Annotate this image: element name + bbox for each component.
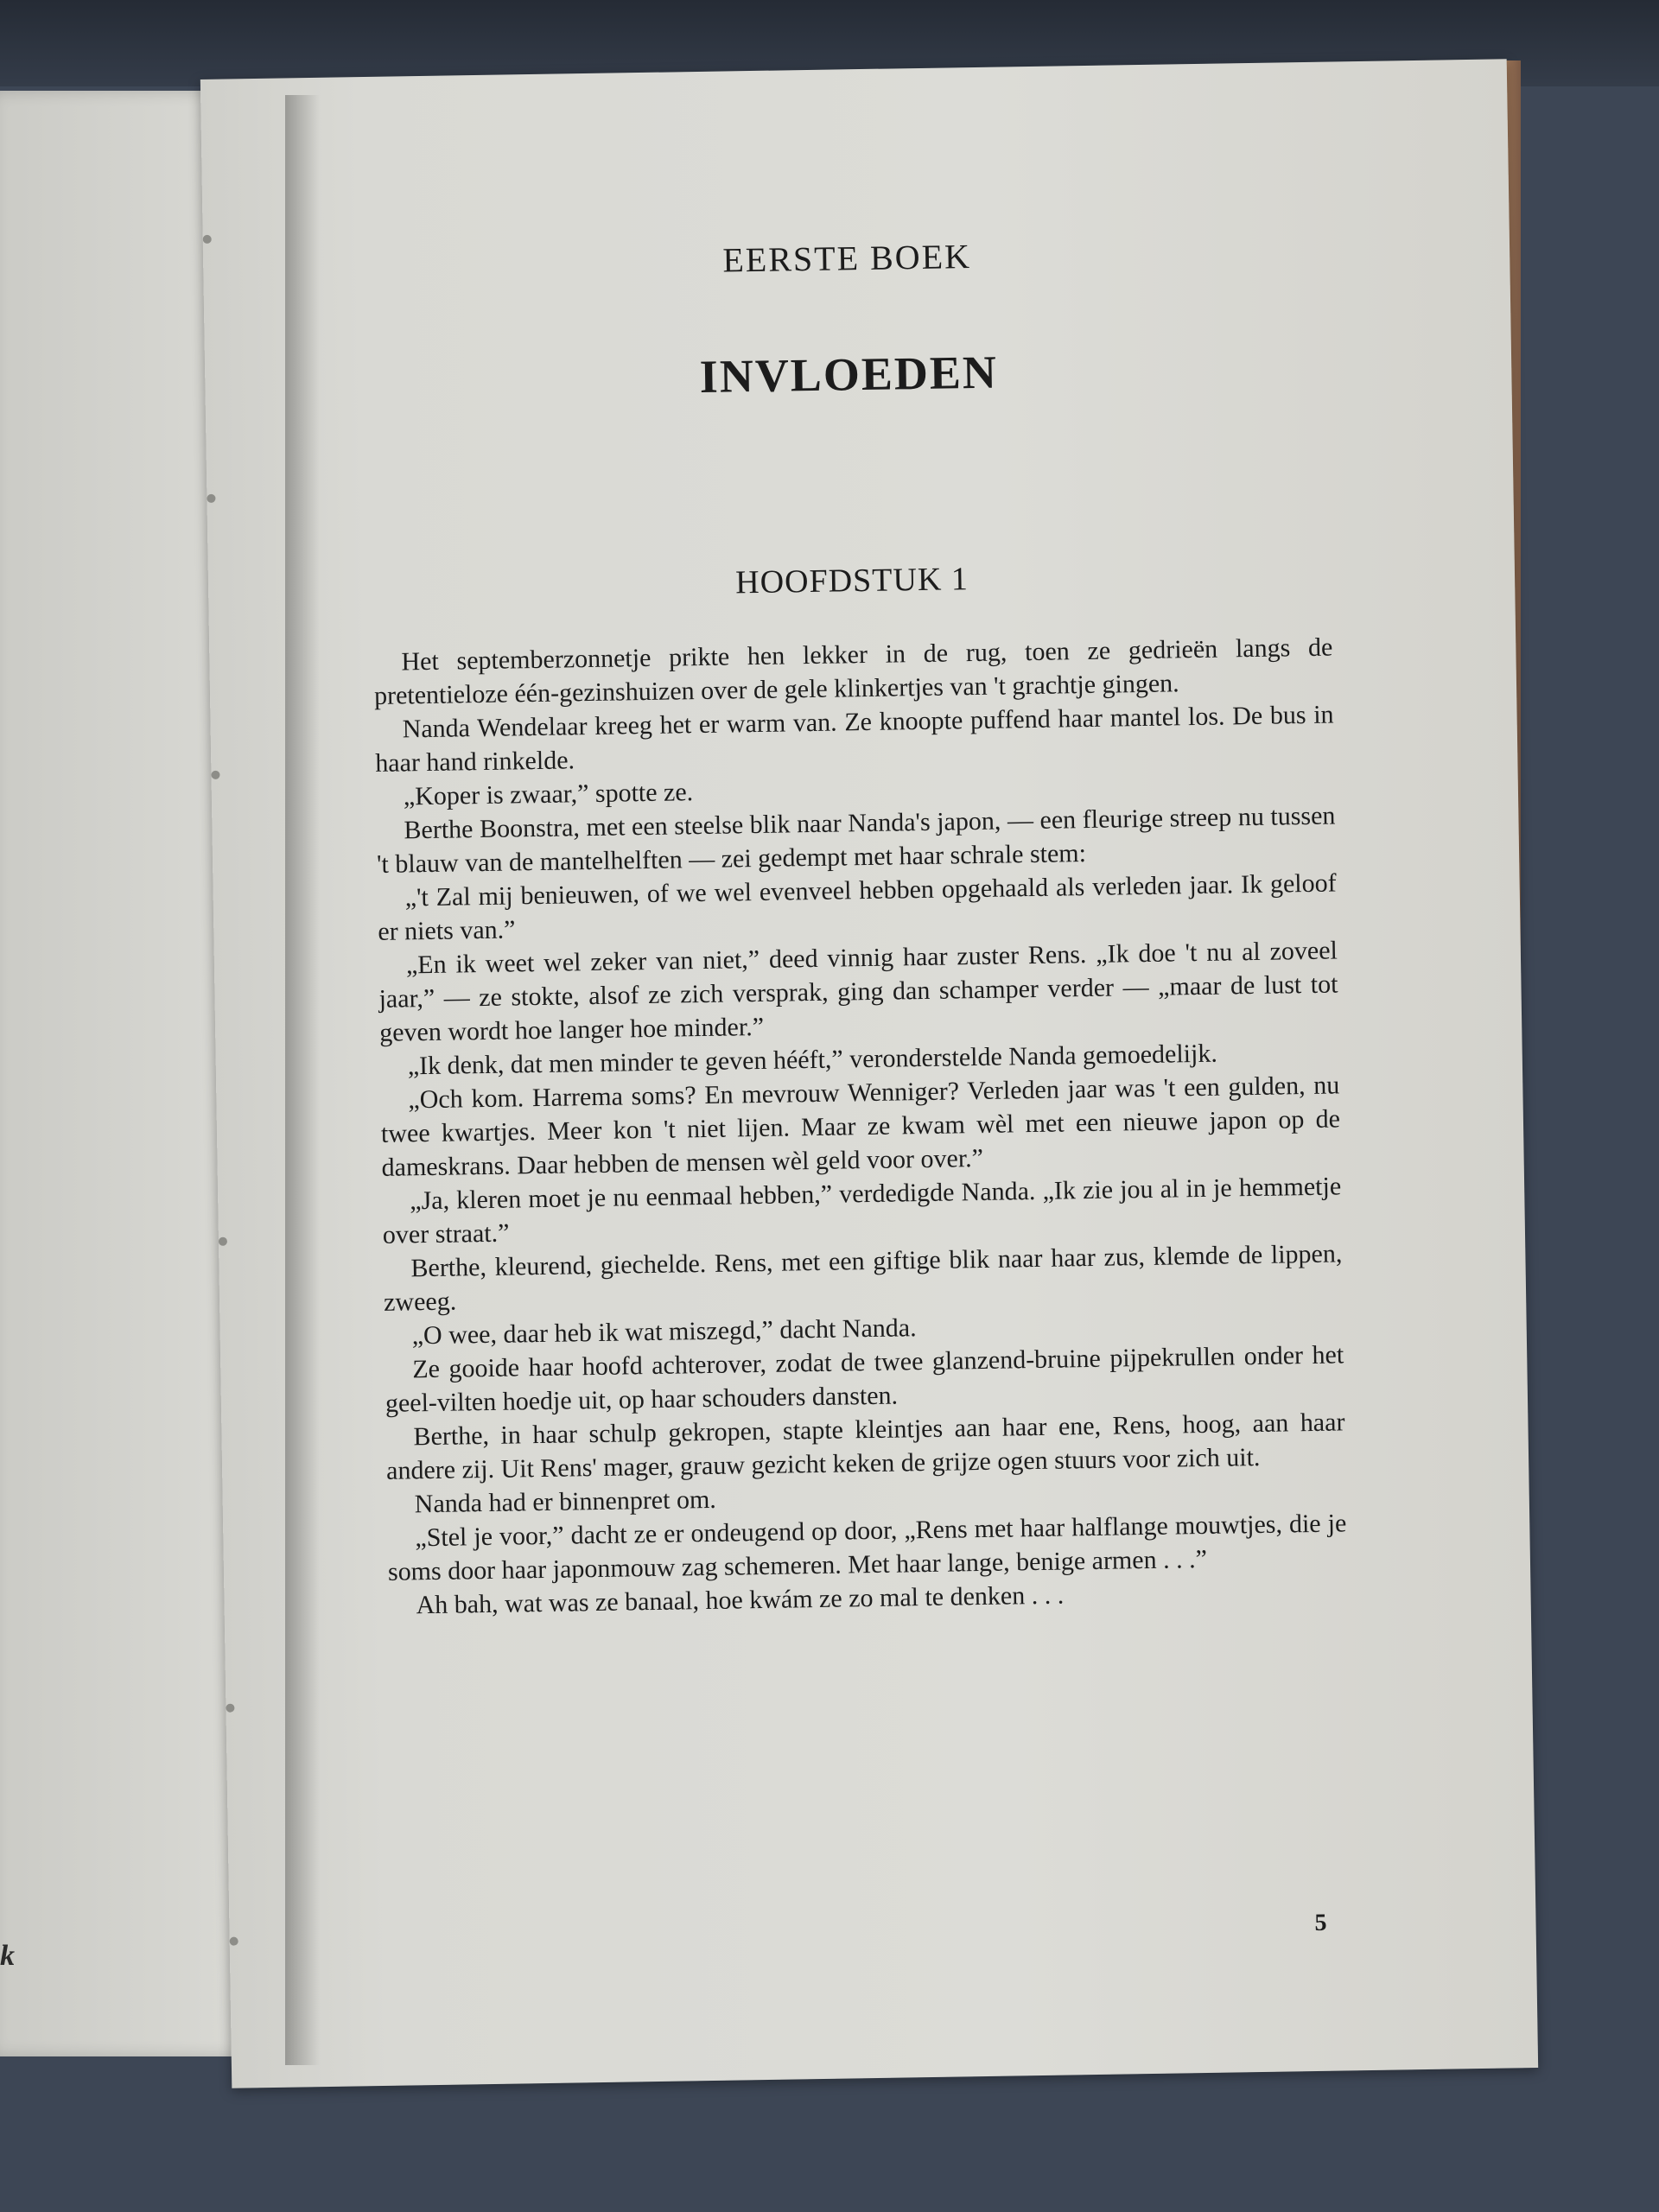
paragraph: Nanda had er binnenpret om.: [414, 1484, 717, 1519]
paragraph: Ze gooide haar hoofd achterover, zodat de twee glanzend-bruine pijpekrullen onder het geel-vilten hoedje uit, op haar schouders dansten.: [385, 1340, 1344, 1418]
chapter-heading: HOOFDSTUK 1: [734, 561, 969, 601]
binding-stitch: [203, 235, 212, 244]
paragraph: Berthe Boonstra, met een steelse blik naar Nanda's japon, — een fleurige streep nu tussen 't blauw van de mantelhelften — zei gedempt met haar schrale stem:: [376, 801, 1336, 879]
paragraph: „Koper is zwaar,” spotte ze.: [403, 778, 694, 811]
paragraph: „O wee, daar heb ik wat miszegd,” dacht Nanda.: [411, 1313, 917, 1351]
paragraph: „Och kom. Harrema soms? En mevrouw Wenniger? Verleden jaar was 't een gulden, nu twee kwartjes. Meer kon 't niet lijen. Maar ze kwam wèl met een nieuwe japon op de dameskrans. Daar hebben de mensen wèl geld voor over.”: [380, 1071, 1341, 1182]
paragraph: „En ik weet wel zeker van niet,” deed vinnig haar zuster Rens. „Ik doe 't nu al zoveel jaar,” — ze stokte, alsof ze zich versprak, ging dan schamper verder — „maar de lust tot geven wordt hoe langer hoe minder.”: [378, 936, 1338, 1047]
binding-stitch: [230, 1937, 238, 1946]
paragraph: „'t Zal mij benieuwen, of we wel evenveel hebben opgehaald als verleden jaar. Ik geloof er niets van.”: [378, 868, 1337, 946]
chapter-body: [373, 631, 1348, 1623]
binding-stitch: [207, 494, 215, 503]
binding-stitch: [226, 1704, 234, 1713]
paragraph: Ah bah, wat was ze banaal, hoe kwám ze zo mal te denken . . .: [416, 1580, 1065, 1620]
paragraph: „Ik denk, dat men minder te geven hééft,” veronderstelde Nanda gemoedelijk.: [407, 1039, 1218, 1081]
page-gutter-shadow: [285, 95, 320, 2065]
paragraph: „Ja, kleren moet je nu eenmaal hebben,” verdedigde Nanda. „Ik zie jou al in je hemmetje over straat.”: [382, 1172, 1342, 1249]
right-page: [200, 59, 1538, 2088]
paragraph: Het septemberzonnetje prikte hen lekker in de rug, toen ze gedrieën langs de pretentieloze één-gezinshuizen over de gele klinkertjes van 't grachtje gingen.: [373, 632, 1333, 710]
paragraph: „Stel je voor,” dacht ze er ondeugend op door, „Rens met haar halflange mouwtjes, die je soms door haar japonmouw zag schemeren. Met haar lange, benige armen . . .”: [387, 1509, 1347, 1586]
left-page-edge-letter: k: [0, 1940, 15, 1972]
paragraph: Berthe, in haar schulp gekropen, stapte kleintjes aan haar ene, Rens, hoog, aan haar andere zij. Uit Rens' mager, grauw gezicht keken de grijze ogen stuurs voor zich uit.: [385, 1408, 1345, 1485]
paragraph: Berthe, kleurend, giechelde. Rens, met een giftige blik naar haar zus, klemde de lippen, zweeg.: [383, 1239, 1343, 1317]
binding-stitch: [219, 1237, 227, 1246]
binding-stitch: [211, 771, 219, 779]
paragraph: Nanda Wendelaar kreeg het er warm van. Ze knoopte puffend haar mantel los. De bus in haar hand rinkelde.: [375, 700, 1334, 778]
part-label: EERSTE BOEK: [722, 237, 972, 280]
part-title: INVLOEDEN: [699, 346, 999, 403]
page-number: 5: [1314, 1909, 1327, 1937]
